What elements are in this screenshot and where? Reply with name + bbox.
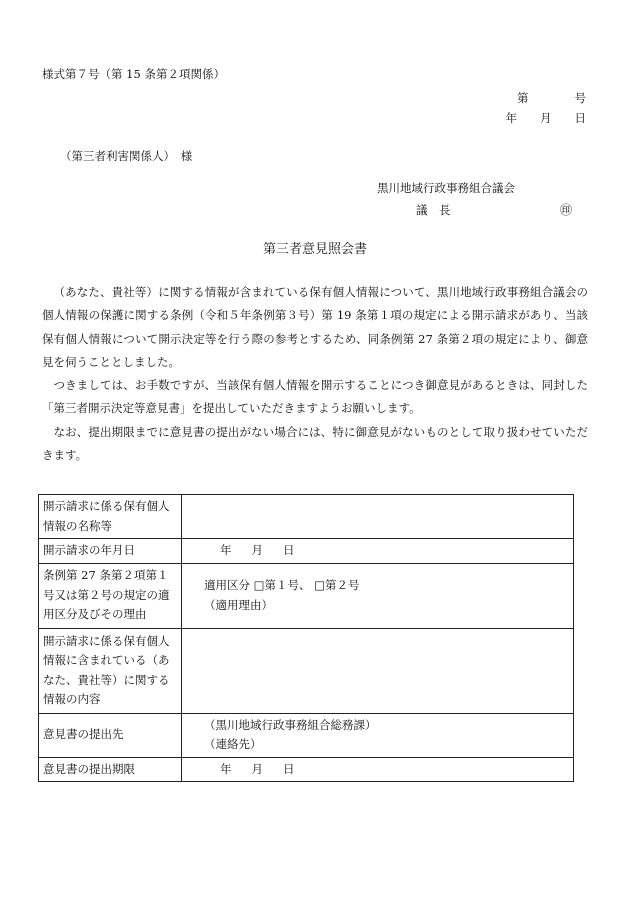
- body-paragraph-2: つきましては、お手数ですが、当該保有個人情報を開示することにつき御意見があるときは、同封した「第三者開示決定等意見書」を提出していただきますようお願いします。: [42, 378, 588, 416]
- applicable-reason-label: （適用理由）: [204, 597, 273, 612]
- request-date-fields: [204, 541, 295, 561]
- sender-organization: 黒川地域行政事務組合議会: [377, 181, 515, 195]
- document-title: 第三者意見照会書: [262, 242, 367, 257]
- deadline-year: 年: [220, 761, 232, 776]
- table-row: [39, 495, 574, 539]
- row-label-submission-deadline: 意見書の提出期限: [39, 757, 182, 782]
- table-row: [39, 713, 574, 757]
- body-paragraph-1: （あなた、貴社等）に関する情報が含まれている保有個人情報について、黒川地域行政事務組合議会の個人情報の保護に関する条例（令和５年条例第３号）第 19 条第１項の規定による開示請求があり、当該保有個人情報について開示決定等を行う際の参考とするため、同条例第 27 条第２項の規定により、御意見を伺うこととしました。: [42, 285, 588, 369]
- body-paragraph-3: なお、提出期限までに意見書の提出がない場合には、特に御意見がないものとして取り扱わせていただきます。: [42, 424, 588, 463]
- row-value-submission-deadline[interactable]: [182, 757, 574, 782]
- table-row: [39, 563, 574, 628]
- table-row: [39, 628, 574, 713]
- row-label-document-name: 開示請求に係る保有個人情報の名称等: [39, 495, 182, 539]
- info-table: [38, 494, 574, 782]
- row-label-info-content: 開示請求に係る保有個人情報に含まれている（あなた、貴社等）に関する情報の内容: [39, 628, 182, 713]
- table-row: [39, 539, 574, 564]
- addressee: （第三者利害関係人） 様: [60, 149, 193, 163]
- seal-mark: ㊞: [560, 203, 573, 217]
- deadline-month: 月: [251, 761, 263, 776]
- submission-contact: （連絡先）: [204, 737, 262, 751]
- request-date-month: 月: [251, 543, 263, 557]
- document-number-line: 第 号: [517, 91, 586, 105]
- deadline-date-fields: [204, 760, 295, 780]
- row-value-info-content[interactable]: [182, 628, 574, 713]
- sender-title: 議 長: [416, 203, 451, 217]
- request-date-day: 日: [283, 543, 295, 557]
- deadline-day: 日: [283, 761, 295, 776]
- submission-department: （黒川地域行政事務組合総務課）: [204, 717, 377, 732]
- row-value-request-date[interactable]: [182, 539, 574, 564]
- request-date-year: 年: [220, 543, 232, 557]
- body-text: [42, 281, 588, 467]
- table-row: [39, 757, 574, 782]
- row-label-applicable-category: 条例第 27 条第２項第１号又は第２号の規定の適用区分及びその理由: [39, 563, 182, 628]
- row-label-submission-destination: 意見書の提出先: [39, 713, 182, 757]
- row-value-submission-destination[interactable]: [182, 713, 574, 757]
- document-date-line: 年 月 日: [505, 111, 586, 125]
- row-label-request-date: 開示請求の年月日: [39, 539, 182, 564]
- applicable-category-options: 適用区分 □第１号、 □第２号: [204, 578, 360, 592]
- row-value-document-name[interactable]: [182, 495, 574, 539]
- form-number: 様式第７号（第 15 条第２項関係）: [42, 67, 225, 81]
- row-value-applicable-category[interactable]: [182, 563, 574, 628]
